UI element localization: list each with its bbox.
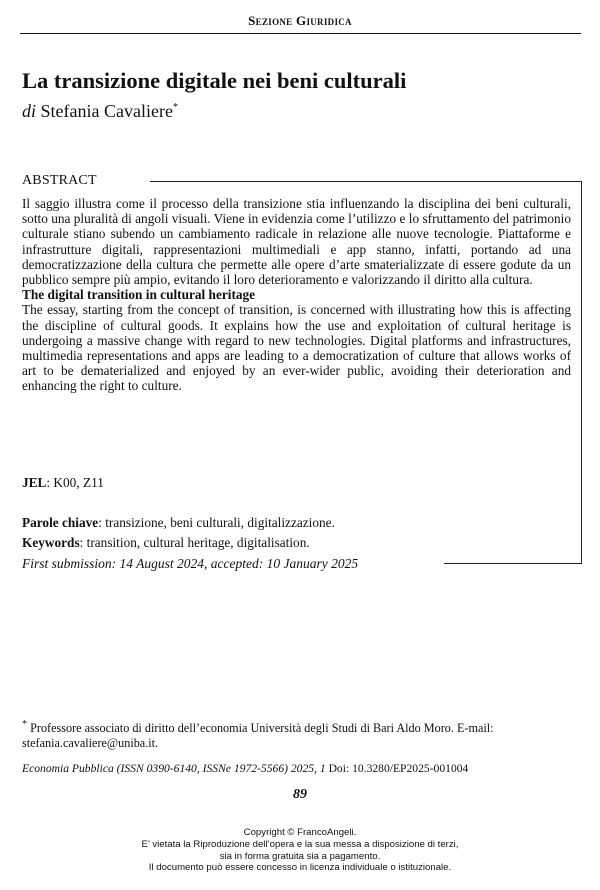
author-footnote-marker: * (172, 102, 178, 113)
abstract-english-title: The digital transition in cultural heritage (22, 287, 256, 303)
abstract-box-bottom-rule (444, 563, 582, 564)
jel-value: : K00, Z11 (46, 475, 104, 490)
abstract-body (22, 196, 571, 394)
header-rule (20, 33, 581, 34)
page-number: 89 (293, 787, 307, 802)
submission-dates: First submission: 14 August 2024, accepted: 10 January 2025 (22, 556, 364, 572)
footnote-text: Professore associato di diritto dell’economia Università degli Studi di Bari Aldo Moro. E-mail: stefania.cavaliere@uniba.it. (22, 721, 494, 751)
parole-chiave (22, 515, 335, 531)
author-footnote (22, 717, 577, 751)
parole-chiave-label: Parole chiave (22, 515, 99, 530)
jel-label: JEL (22, 475, 47, 490)
author-prefix: di (22, 101, 37, 121)
copyright-line: sia in forma gratuita sia a pagamento. (219, 850, 381, 862)
author-name: Stefania Cavaliere (40, 101, 173, 121)
parole-chiave-value: : transizione, beni culturali, digitalizzazione. (98, 515, 335, 530)
journal-reference: Economia Pubblica (ISSN 0390-6140, ISSNe 1972-5566) 2025, 1 (22, 762, 326, 775)
copyright-line: Copyright © FrancoAngeli. (243, 827, 357, 838)
keywords (22, 535, 310, 551)
copyright-notice (0, 827, 600, 874)
keywords-value: : transition, cultural heritage, digitalisation. (79, 535, 310, 550)
doi: Doi: 10.3280/EP2025-001004 (328, 762, 469, 775)
copyright-line: Il documento può essere concesso in licenza individuale o istituzionale. (148, 862, 452, 874)
author-line (22, 101, 178, 122)
section-header: Sezione Giuridica (248, 13, 352, 28)
journal-citation (22, 762, 468, 775)
abstract-label: ABSTRACT (22, 173, 97, 188)
abstract-english-text: The essay, starting from the concept of transition, is concerned with illustrating how this is affecting the discipline of cultural goods. It explains how the use and exploitation of cultural heritage is undergoing a massive change with regard to new technologies. Digital platforms and infrastructures, multimedia representations and apps are leading to a democratization of culture that allows works of art to be dematerialized and enjoyed by an ever-wider public, avoiding their deterioration and enhancing the right to culture. (22, 302, 571, 394)
abstract-box-top-rule (150, 181, 582, 182)
jel-codes (22, 475, 104, 491)
footnote-marker: * (22, 719, 28, 730)
keywords-label: Keywords (22, 535, 80, 550)
article-title: La transizione digitale nei beni culturali (22, 68, 407, 93)
copyright-line: E’ vietata la Riproduzione dell’opera e la sua messa a disposizione di terzi, (141, 838, 459, 850)
abstract-italian-text: Il saggio illustra come il processo della transizione stia influenzando la disciplina dei beni culturali, sotto una pluralità di angoli visuali. Viene in evidenzia come l’utilizzo e lo sfruttamento del patrimonio culturale stiano subendo un cambiamento radicale in relazione alle nuove tecnologie. Piattaforme e infrastrutture digitali, rappresentazioni multimediali e app stanno, infatti, portando ad una democratizzazione della cultura che permette alle opere d’arte smaterializzate di essere godute da un pubblico sempre più ampio, evitando il loro deterioramento e valorizzando il diritto alla cultura. (22, 196, 571, 288)
